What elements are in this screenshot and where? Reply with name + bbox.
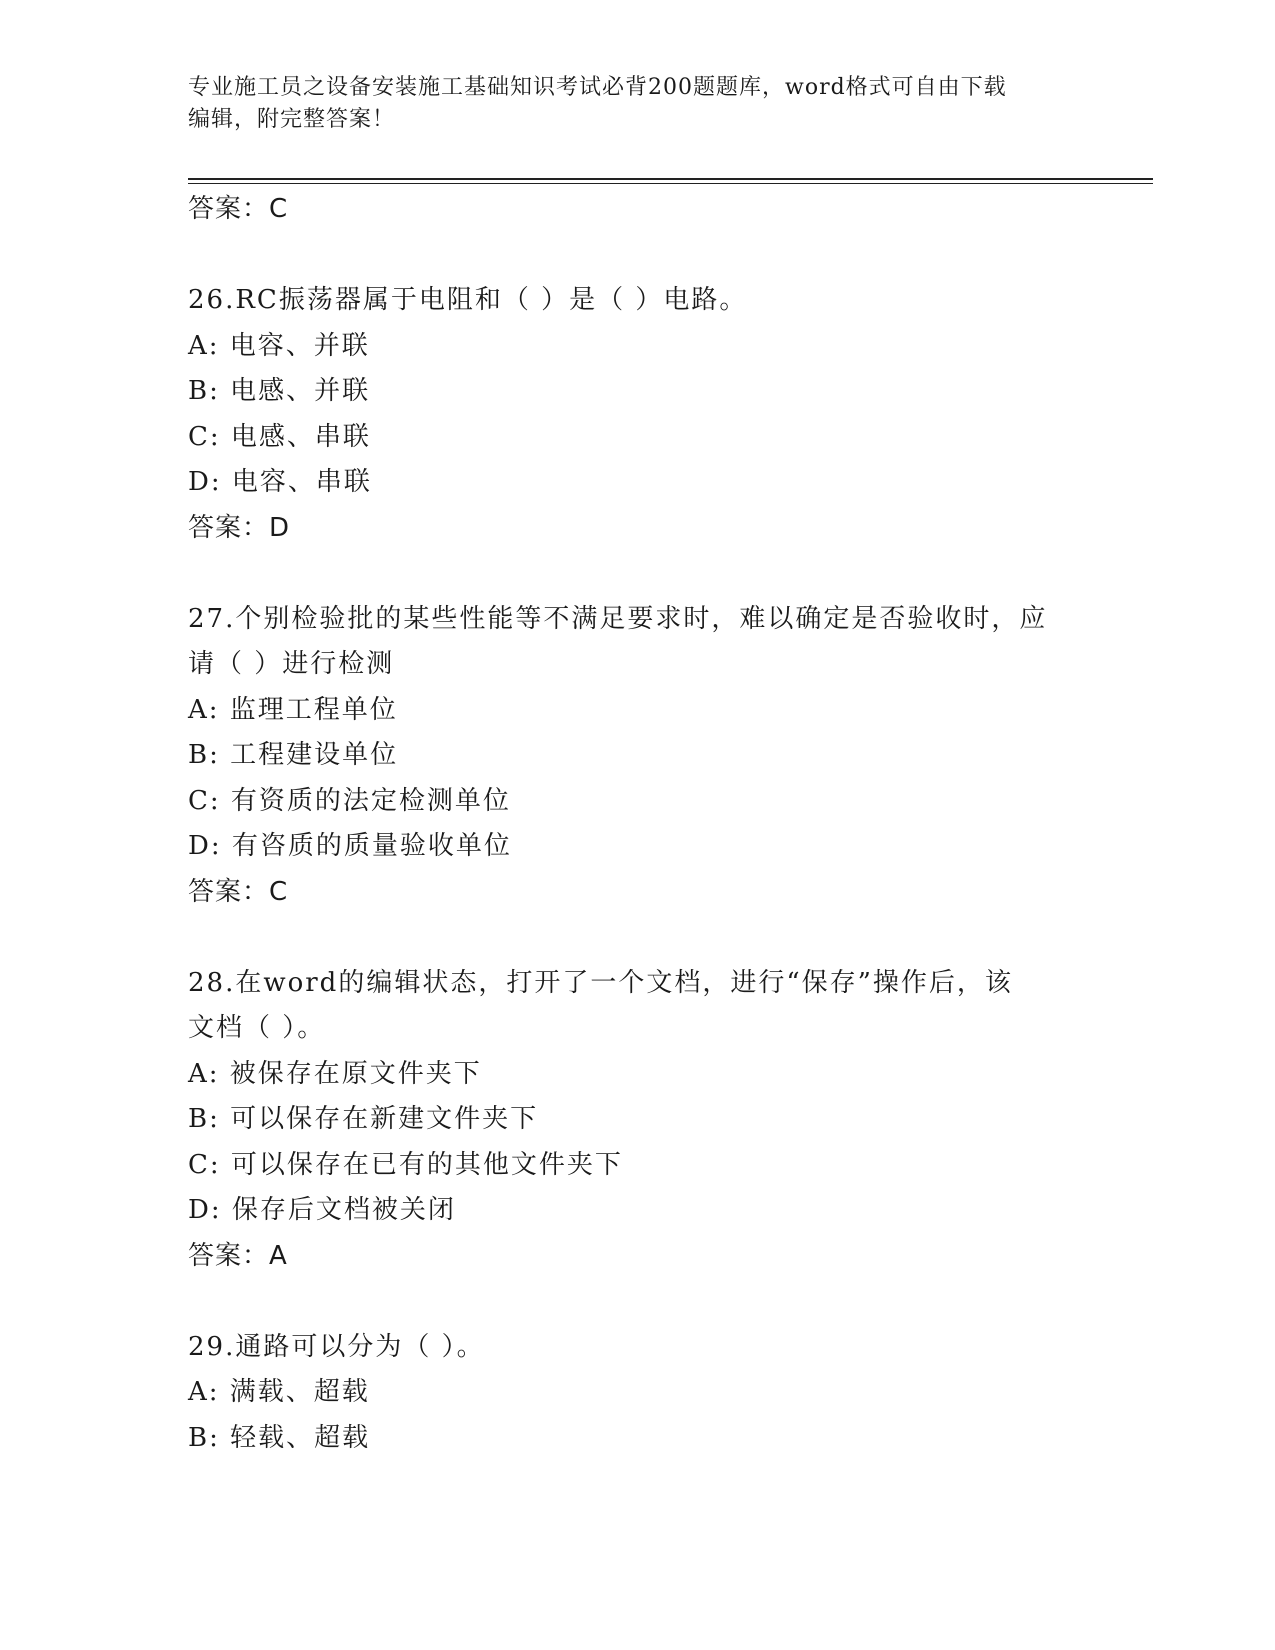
question-text-line-1: 27.个别检验批的某些性能等不满足要求时，难以确定是否验收时，应 [188, 603, 1048, 634]
spacer [188, 915, 1088, 961]
question-text-line-2: 请（ ）进行检测 [188, 649, 395, 679]
document-header [188, 72, 1068, 136]
option-d: D: 有咨质的质量验收单位 [188, 831, 512, 861]
question-text-line-1: 28.在word的编辑状态，打开了一个文档，进行“保存”操作后，该 [188, 967, 1013, 998]
question-text: 29.通路可以分为（ ）。 [188, 1331, 485, 1362]
answer-line: 答案：A [188, 1240, 288, 1271]
option-a: A: 被保存在原文件夹下 [188, 1058, 482, 1089]
question-block [188, 597, 1088, 916]
header-line-2: 编辑，附完整答案！ [188, 107, 396, 132]
header-divider-thick [188, 178, 1153, 180]
spacer [188, 551, 1088, 597]
header-line-1: 专业施工员之设备安装施工基础知识考试必背200题题库，word格式可自由下载 [188, 75, 1007, 100]
spacer [188, 1279, 1088, 1325]
option-c: C: 可以保存在已有的其他文件夹下 [188, 1149, 623, 1180]
question-block [188, 1325, 1088, 1462]
option-c: C: 电感、串联 [188, 421, 371, 452]
option-a: A: 满载、超载 [188, 1377, 370, 1407]
option-d: D: 电容、串联 [188, 467, 372, 497]
option-a: A: 监理工程单位 [188, 694, 398, 725]
option-a: A: 电容、并联 [188, 330, 370, 361]
option-b: B: 工程建设单位 [188, 740, 399, 770]
spacer [188, 233, 1088, 279]
option-b: B: 可以保存在新建文件夹下 [188, 1104, 539, 1134]
option-d: D: 保存后文档被关闭 [188, 1195, 456, 1225]
previous-answer: 答案：C [188, 194, 289, 224]
answer-line: 答案：C [188, 876, 289, 907]
question-text-line-2: 文档（ ）。 [188, 1013, 326, 1043]
header-divider-thin [188, 183, 1153, 184]
option-c: C: 有资质的法定检测单位 [188, 785, 511, 816]
question-text: 26.RC振荡器属于电阻和（ ）是（ ）电路。 [188, 285, 748, 315]
document-body [188, 187, 1088, 1461]
option-b: B: 电感、并联 [188, 376, 371, 406]
option-b: B: 轻载、超载 [188, 1422, 371, 1453]
question-block [188, 278, 1088, 551]
question-block [188, 961, 1088, 1280]
answer-line: 答案：D [188, 512, 291, 543]
